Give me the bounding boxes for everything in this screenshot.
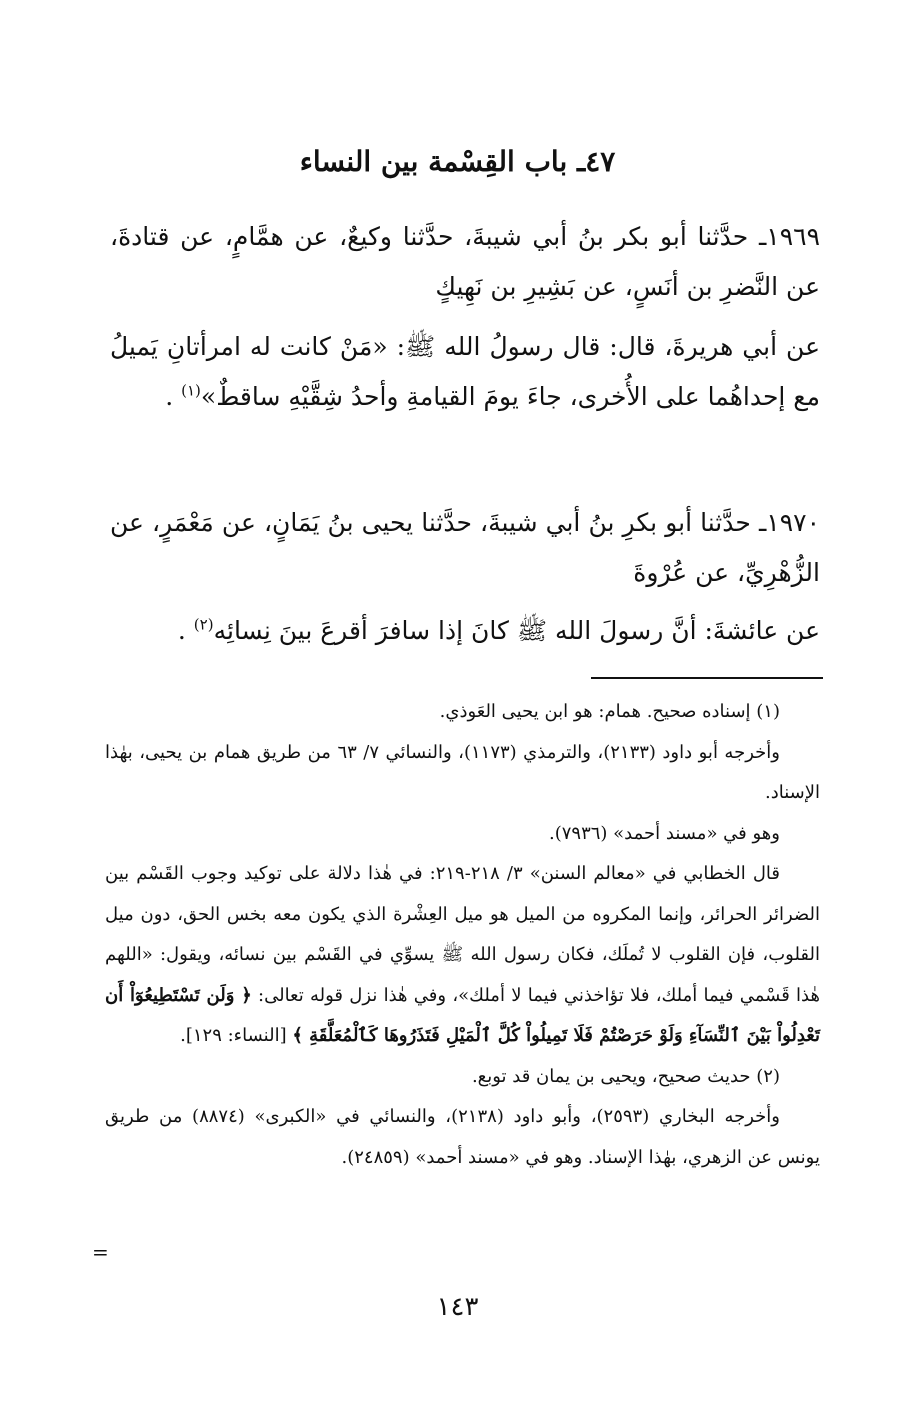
quran-verse-reference: [النساء: ١٢٩]. [180,1025,293,1046]
hadith-1969-chain-text: ١٩٦٩ـ حدَّثنا أبو بكر بنُ أبي شيبةَ، حدَّثنا وكيعٌ، عن همَّامٍ، عن قتادةَ، عن النَّضرِ بن أنَسٍ، عن بَشِيرِ بن نَهِيكٍ [110,222,820,301]
hadith-1970-matn [110,606,820,656]
footnote-ref-1: (١) [181,381,201,400]
hadith-1970-matn-text [110,606,820,656]
hadith-1969-end: . [165,382,182,411]
footnote-1-line-3: وهو في «مسند أحمد» (٧٩٣٦). [548,822,780,844]
quran-verse: ﴿ وَلَن تَسْتَطِيعُوٓاْ أَن تَعْدِلُواْ بَيْنَ ٱلنِّسَآءِ وَلَوْ حَرَصْتُمْ فَلَا تَمِيلُواْ كُلَّ ٱلْمَيْلِ فَتَذَرُوهَا كَٱلْمُعَلَّقَةِ ﴾ [105,984,820,1046]
footnote-1-line-1: (١) إسناده صحيح. همام: هو ابن يحيى العَوذي. [439,701,780,722]
page-number: ١٤٣ [436,1292,479,1322]
hadith-1969-matn-body: عن أبي هريرةَ، قال: قال رسولُ الله ﷺ: «مَنْ كانت له امرأتانِ يَميلُ مع إحداهُما على الأُخرى، جاءَ يومَ القيامةِ وأحدُ شِقَّيْهِ ساقطٌ» [110,332,820,411]
footnote-2-line-2: وأخرجه البخاري (٢٥٩٣)، وأبو داود (٢١٣٨)، والنسائي في «الكبرى» (٨٨٧٤) من طريق يونس عن الزهري، بهٰذا الإسناد. وهو في «مسند أحمد» (٢٤٨٥٩). [105,1106,820,1168]
footnote-ref-2: (٢) [193,615,214,634]
chapter-title: ٤٧ـ باب القِسْمة بين النساء [299,145,616,178]
hadith-1970-matn-body: عن عائشةَ: أنَّ رسولَ الله ﷺ كانَ إذا سافرَ أقرعَ بينَ نِسائِه [213,616,820,645]
continuation-mark: = [92,1240,109,1264]
hadith-1969-chain [110,212,820,312]
footnotes [105,692,820,1178]
footnote-divider [591,677,823,679]
hadith-1969-matn-text [110,322,820,422]
footnote-1-line-4 [105,854,820,1057]
footnote-2-line-1: (٢) حديث صحيح، ويحيى بن يمان قد توبع. [471,1065,780,1087]
hadith-1970-chain-text: ١٩٧٠ـ حدَّثنا أبو بكرِ بنُ أبي شيبةَ، حدَّثنا يحيى بنُ يَمَانٍ، عن مَعْمَرٍ، عن الزُّهْرِيِّ، عن عُرْوةَ [110,508,820,587]
footnote-1-commentary: قال الخطابي في «معالم السنن» ٣/ ٢١٨-٢١٩: في هٰذا دلالة على توكيد وجوب القَسْم بين الضرائر الحرائر، وإنما المكروه من الميل هو ميل العِشْرة الذي يكون معه بخس الحق، دون ميل القلوب، فإن القلوب لا تُملَك، فكان رسول الله ﷺ يسوِّي في القَسْم بين نسائه، ويقول: «اللهم هٰذا قَسْمي فيما أملك، فلا تؤاخذني فيما لا أملك»، وفي هٰذا نزل قوله تعالى: [105,863,820,1006]
hadith-1970-end: . [177,616,194,645]
footnote-1-line-2: وأخرجه أبو داود (٢١٣٣)، والترمذي (١١٧٣)، والنسائي ٧/ ٦٣ من طريق همام بن يحيى، بهٰذا الإسناد. [105,741,820,803]
hadith-1969-matn [110,322,820,422]
hadith-1970-chain [110,498,820,598]
